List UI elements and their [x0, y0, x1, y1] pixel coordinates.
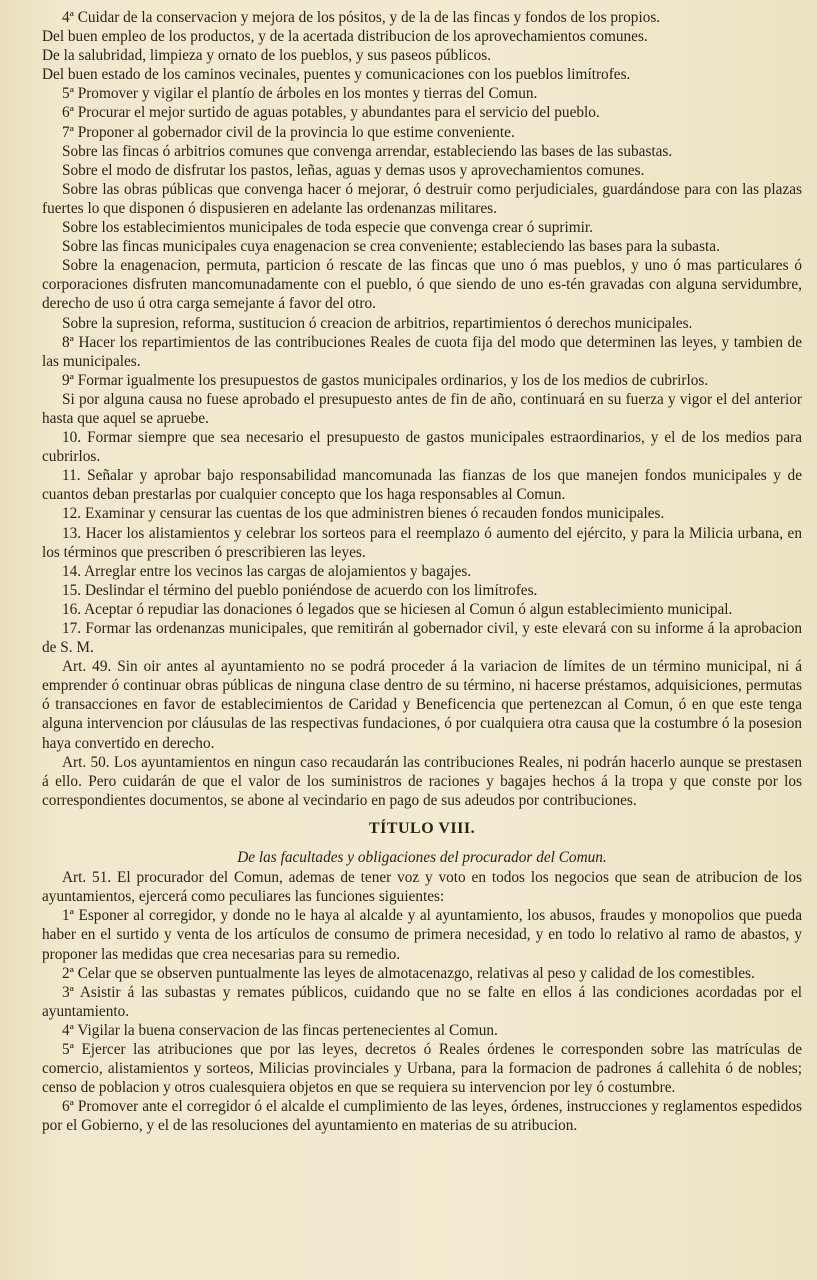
paragraph: 6ª Promover ante el corregidor ó el alcalde el cumplimiento de las leyes, órdenes, instrucciones y reglamentos espedidos por el Gobierno, y el de las resoluciones del ayuntamiento en materias de su atribucion.: [42, 1098, 802, 1135]
paragraph: Sobre las fincas ó arbitrios comunes que convenga arrendar, estableciendo las bases de las subastas.: [62, 142, 673, 160]
paragraph: 5ª Promover y vigilar el plantío de árboles en los montes y tierras del Comun.: [62, 85, 538, 103]
title-heading: TÍTULO VIII.: [368, 819, 476, 837]
paragraph: Art. 49. Sin oir antes al ayuntamiento no se podrá proceder á la variacion de límites de un término municipal, ni á emprender ó continuar obras públicas de ninguna clase dentro de su término, ni hacerse préstamos, adquisiciones, permutas ó transacciones en favor de establecimientos de Caridad y Beneficencia que pertenezcan al Comun, ó en que este tenga alguna intervencion por cláusulas de las respectivas fundaciones, ó por cualquiera otra causa que la costumbre ó la posesion haya convertido en derecho.: [42, 658, 802, 752]
paragraph: Del buen empleo de los productos, y de la acertada distribucion de los aprovechamientos comunes.: [42, 28, 648, 46]
paragraph: 2ª Celar que se observen puntualmente las leyes de almotacenazgo, relativas al peso y calidad de los comestibles.: [62, 964, 755, 982]
paragraph: Sobre las obras públicas que convenga hacer ó mejorar, ó destruir como perjudiciales, guardándose para con las plazas fuertes lo que disponen ó dispusieren en adelante las ordenanzas militares.: [42, 180, 802, 217]
paragraph: 4ª Cuidar de la conservacion y mejora de los pósitos, y de la de las fincas y fondos de los propios.: [62, 9, 661, 26]
paragraph: 9ª Formar igualmente los presupuestos de gastos municipales ordinarios, y los de los medios de cubrirlos.: [62, 371, 709, 389]
paragraph: 13. Hacer los alistamientos y celebrar los sorteos para el reemplazo ó aumento del ejército, y para la Milicia urbana, en los términos que prescriben ó prescribieren las leyes.: [42, 524, 802, 561]
paragraph: 8ª Hacer los repartimientos de las contribuciones Reales de cuota fija del modo que determinen las leyes, y tambien de las municipales.: [42, 333, 802, 370]
paragraph: Del buen estado de los caminos vecinales, puentes y comunicaciones con los pueblos limítrofes.: [42, 66, 631, 84]
paragraph: 7ª Proponer al gobernador civil de la provincia lo que estime conveniente.: [62, 123, 515, 141]
paragraph: Art. 51. El procurador del Comun, ademas de tener voz y voto en todos los negocios que sean de atribucion de los ayuntamientos, ejercerá como peculiares las funciones siguientes:: [42, 869, 802, 906]
paragraph: 16. Aceptar ó repudiar las donaciones ó legados que se hiciesen al Comun ó algun establecimiento municipal.: [62, 600, 733, 618]
articles-before-title: [42, 8, 802, 810]
paragraph: 6ª Procurar el mejor surtido de aguas potables, y abundantes para el servicio del pueblo.: [62, 104, 600, 122]
paragraph: Sobre los establecimientos municipales de toda especie que convenga crear ó suprimir.: [62, 219, 593, 237]
text-column: [42, 8, 802, 1135]
paragraph: Art. 50. Los ayuntamientos en ningun caso recaudarán las contribuciones Reales, ni podrán hacerlo aunque se prestasen á ello. Pero cuidarán de que el valor de los suministros de raciones y bagajes hechos á la tropa y que conste por los correspondientes documentos, se abone al vecindario en pago de sus adeudos por contribuciones.: [42, 753, 802, 809]
paragraph: 17. Formar las ordenanzas municipales, que remitirán al gobernador civil, y este elevará con su informe á la aprobacion de S. M.: [42, 620, 802, 657]
paragraph: Sobre la enagenacion, permuta, particion ó rescate de las fincas que uno ó mas pueblos, y uno ó mas particulares ó corporaciones disfruten mancomunadamente con el pueblo, ó que siendo de uno es-tén gravadas con alguna servidumbre, derecho de uso ú otra carga semejante á favor del otro.: [42, 257, 802, 313]
paragraph: 14. Arreglar entre los vecinos las cargas de alojamientos y bagajes.: [62, 562, 472, 580]
paragraph: Sobre las fincas municipales cuya enagenacion se crea conveniente; estableciendo las bases para la subasta.: [62, 238, 720, 256]
paragraph: 1ª Esponer al corregidor, y donde no le haya al alcalde y al ayuntamiento, los abusos, fraudes y monopolios que pueda haber en el surtido y venta de los artículos de consumo de primera necesidad, y en todo lo relativo al ramo de abastos, y proponer las medidas que crea necesarias para su remedio.: [42, 907, 802, 963]
paragraph: 15. Deslindar el término del pueblo poniéndose de acuerdo con los limítrofes.: [62, 581, 538, 599]
paragraph: 4ª Vigilar la buena conservacion de las fincas pertenecientes al Comun.: [62, 1021, 498, 1039]
paragraph: Sobre el modo de disfrutar los pastos, leñas, aguas y demas usos y aprovechamientos comunes.: [62, 161, 645, 179]
paragraph: Sobre la supresion, reforma, sustitucion ó creacion de arbitrios, repartimientos ó derechos municipales.: [62, 314, 693, 332]
paragraph: Si por alguna causa no fuese aprobado el presupuesto antes de fin de año, continuará en su fuerza y vigor el del anterior hasta que aquel se apruebe.: [42, 390, 802, 427]
paragraph: 12. Examinar y censurar las cuentas de los que administren bienes ó recauden fondos municipales.: [62, 505, 665, 523]
title-subheading: De las facultades y obligaciones del procurador del Comun.: [237, 849, 607, 867]
paragraph: 3ª Asistir á las subastas y remates públicos, cuidando que no se falte en ellos á las condiciones acordadas por el ayuntamiento.: [42, 983, 802, 1020]
paragraph: 11. Señalar y aprobar bajo responsabilidad mancomunada las fianzas de los que manejen fondos municipales y de cuantos deban prestarlas por cualquier concepto que los haga responsables al Comun.: [42, 467, 802, 504]
paragraph: De la salubridad, limpieza y ornato de los pueblos, y sus paseos públicos.: [42, 47, 492, 65]
paragraph: 10. Formar siempre que sea necesario el presupuesto de gastos municipales estraordinarios, y el de los medios para cubrirlos.: [42, 429, 802, 466]
paragraph: 5ª Ejercer las atribuciones que por las leyes, decretos ó Reales órdenes le corresponden sobre las matrículas de comercio, alistamientos y sorteos, Milicias provinciales y Urbana, para la formacion de padrones á callehita ó de nobles; censo de poblacion y otros cualesquiera objetos en que se requiera su intervencion por ley ó costumbre.: [42, 1040, 802, 1097]
articles-after-title: [42, 868, 802, 1135]
